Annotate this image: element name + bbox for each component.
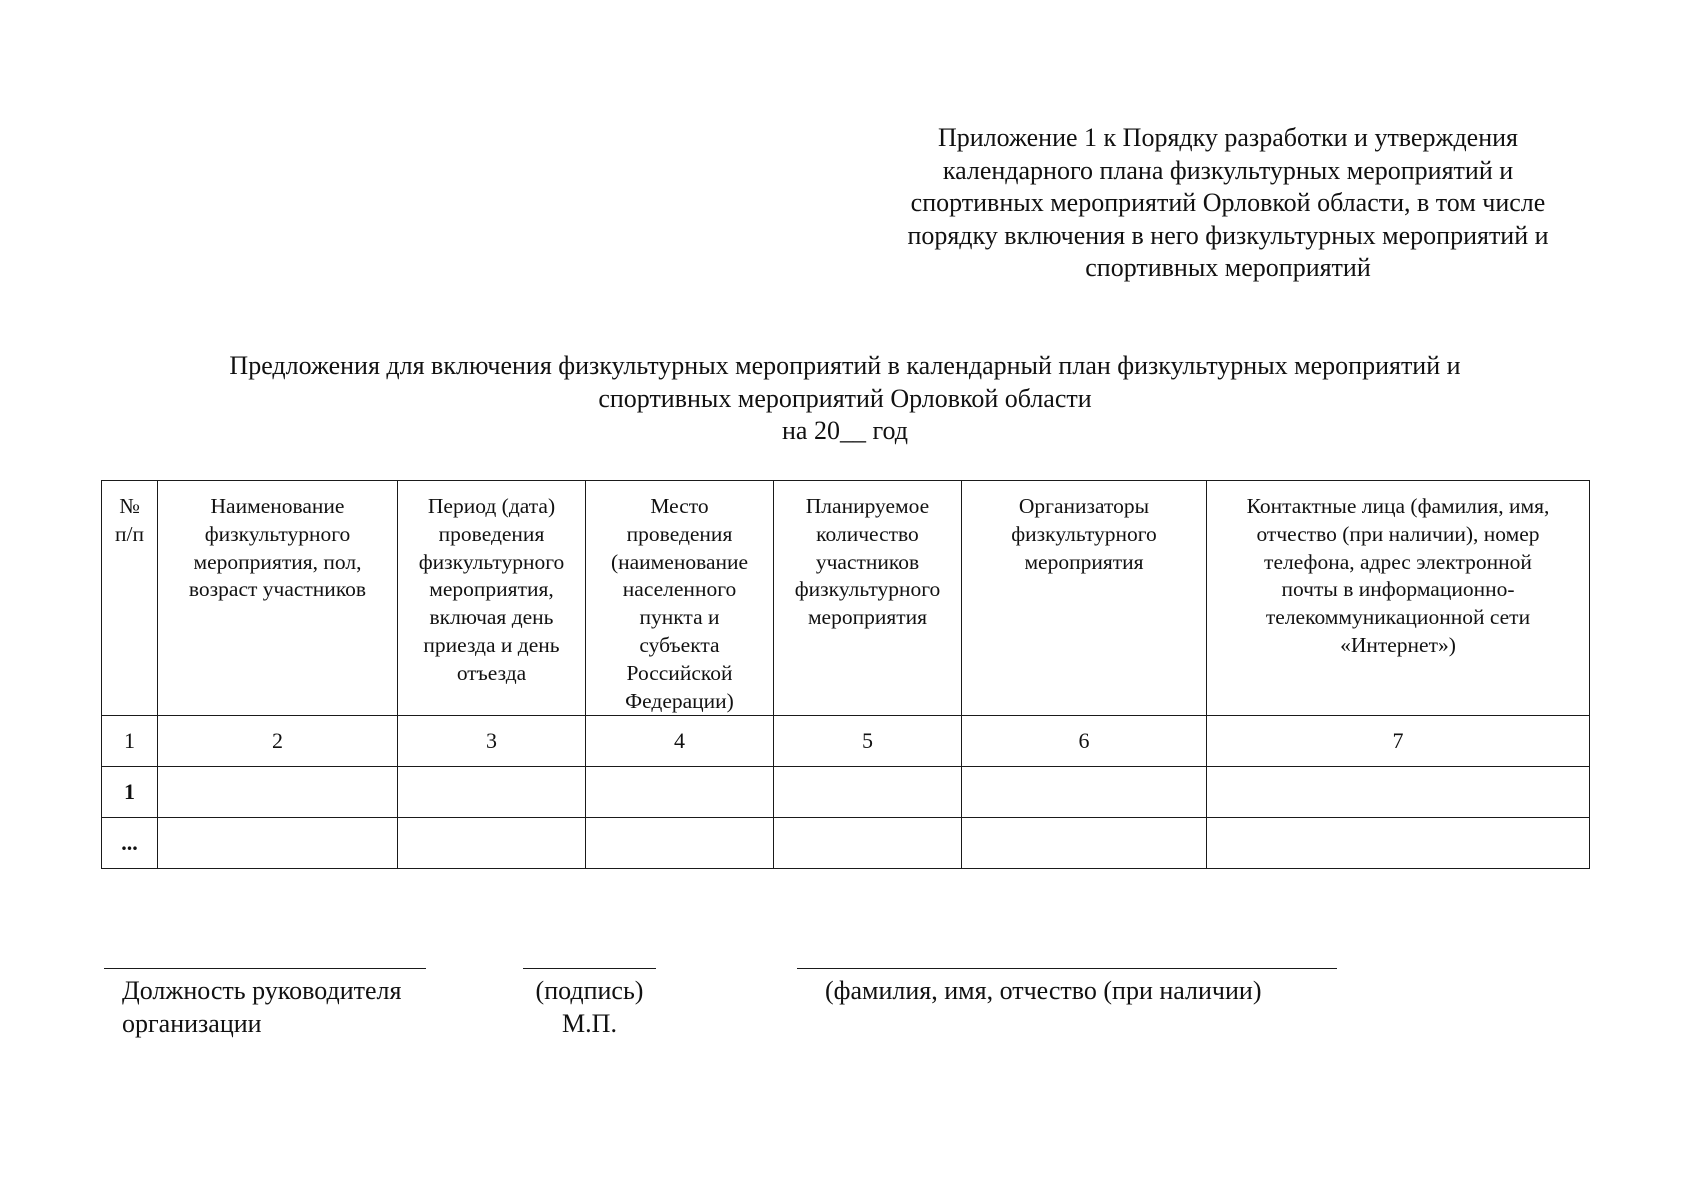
signature-sign-block [523,968,656,1040]
column-number-cell: 6 [962,716,1207,767]
signature-name-block [797,968,1337,1008]
table-row [102,818,1590,869]
column-number-cell: 2 [158,716,398,767]
title-line: Предложения для включения физкультурных мероприятий в календарный план физкультурных мероприятий и [229,351,1461,380]
appendix-line: Приложение 1 к Порядку разработки и утверждения [937,123,1518,152]
signature-caption-line: (подпись) [535,976,644,1005]
column-number-row [102,716,1590,767]
header-cell-event-name: Наименование физкультурного мероприятия, пол, возраст участников [158,481,398,716]
table-cell [774,767,962,818]
table-cell [158,818,398,869]
column-number-cell: 3 [398,716,586,767]
table-cell [586,767,774,818]
header-cell-contacts: Контактные лица (фамилия, имя, отчество (при наличии), номер телефона, адрес электронной почты в информационно- телекоммуникационной сети «Интернет») [1207,481,1590,716]
table-cell [1207,818,1590,869]
title-line: спортивных мероприятий Орловкой области [598,383,1092,413]
column-number-cell: 5 [774,716,962,767]
table-cell [962,818,1207,869]
signature-caption [797,969,1337,1008]
appendix-note [858,122,1598,285]
position-caption-line: организации [122,1008,262,1038]
document-title [100,350,1590,448]
table-cell [158,767,398,818]
title-year-line: на 20__ год [782,416,908,445]
signature-position-block [104,968,426,1040]
table-header-row [102,481,1590,716]
table-cell [1207,767,1590,818]
header-cell-period: Период (дата) проведения физкультурного мероприятия, включая день приезда и день отъезда [398,481,586,716]
column-number-cell: 1 [102,716,158,767]
appendix-line: календарного плана физкультурных мероприятий и [942,155,1514,185]
stamp-caption-line: М.П. [562,1008,617,1038]
appendix-line: спортивных мероприятий Орловкой области, в том числе [910,188,1546,217]
column-number-cell: 4 [586,716,774,767]
row-index-cell: ... [102,818,158,869]
appendix-line: порядку включения в него физкультурных мероприятий и [907,220,1549,250]
row-index-cell: 1 [102,767,158,818]
proposals-table [101,480,1590,869]
header-cell-organizers: Организаторы физкультурного мероприятия [962,481,1207,716]
table-cell [586,818,774,869]
table-row [102,767,1590,818]
table-cell [398,767,586,818]
table-cell [398,818,586,869]
table-cell [962,767,1207,818]
appendix-line: спортивных мероприятий [1085,253,1371,282]
table-cell [774,818,962,869]
header-cell-number: № п/п [102,481,158,716]
position-caption-line: Должность руководителя [122,976,402,1005]
name-caption-line: (фамилия, имя, отчество (при наличии) [825,976,1262,1005]
header-cell-participants: Планируемое количество участников физкультурного мероприятия [774,481,962,716]
column-number-cell: 7 [1207,716,1590,767]
signature-caption [104,969,426,1040]
signature-caption [523,969,656,1040]
header-cell-venue: Место проведения (наименование населенного пункта и субъекта Российской Федерации) [586,481,774,716]
